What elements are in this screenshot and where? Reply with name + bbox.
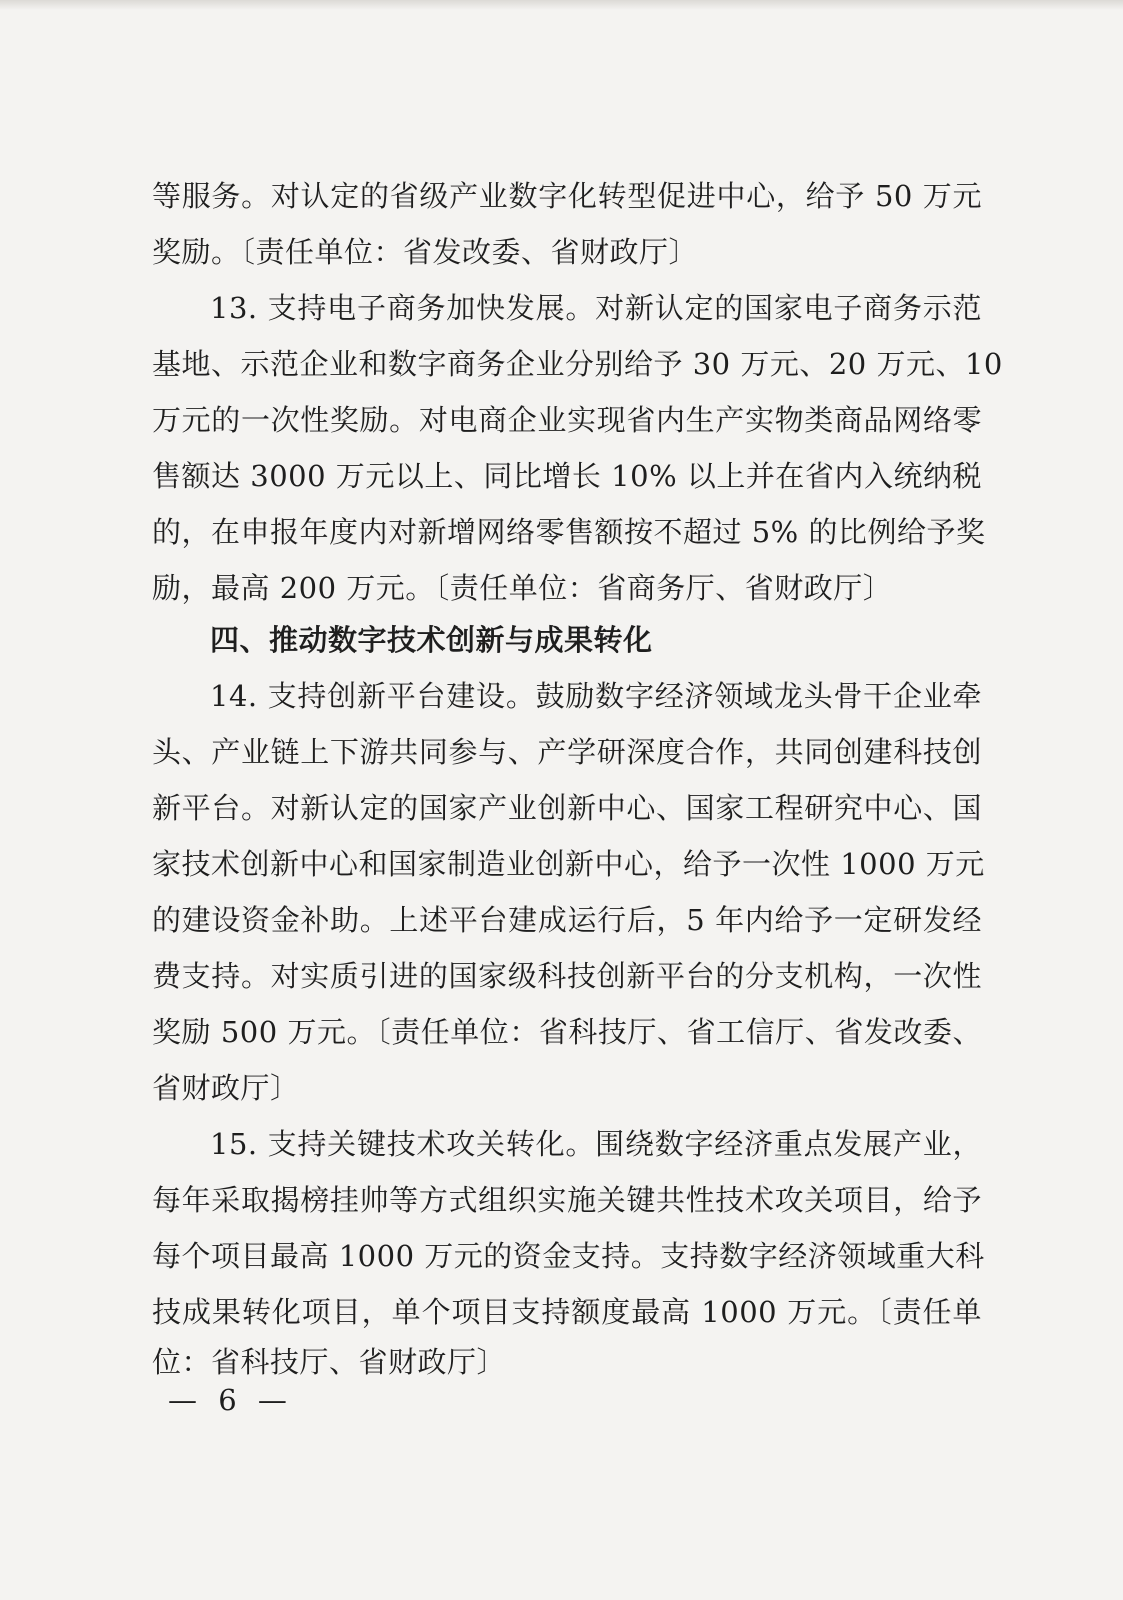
text-line: 新平台。对新认定的国家产业创新中心、国家工程研究中心、国 — [152, 791, 982, 825]
text-line: 的建设资金补助。上述平台建成运行后，5 年内给予一定研发经 — [152, 903, 982, 937]
text-line: 省财政厅〕 — [152, 1071, 300, 1105]
section-heading: 四、推动数字技术创新与成果转化 — [210, 623, 653, 657]
text-line: 头、产业链上下游共同参与、产学研深度合作，共同创建科技创 — [152, 735, 982, 769]
item-13-line: 13. 支持电子商务加快发展。对新认定的国家电子商务示范 — [210, 291, 982, 325]
text-line: 的，在申报年度内对新增网络零售额按不超过 5% 的比例给予奖 — [152, 515, 986, 549]
text-line: 等服务。对认定的省级产业数字化转型促进中心，给予 50 万元 — [152, 179, 982, 213]
text-line: 每年采取揭榜挂帅等方式组织实施关键共性技术攻关项目，给予 — [152, 1183, 982, 1217]
item-14-line: 14. 支持创新平台建设。鼓励数字经济领域龙头骨干企业牵 — [210, 679, 982, 713]
text-line: 位：省科技厅、省财政厅〕 — [152, 1345, 507, 1379]
text-line: 基地、示范企业和数字商务企业分别给予 30 万元、20 万元、10 — [152, 347, 1003, 381]
text-line: 万元的一次性奖励。对电商企业实现省内生产实物类商品网络零 — [152, 403, 982, 437]
text-line: 技成果转化项目，单个项目支持额度最高 1000 万元。〔责任单 — [152, 1295, 982, 1329]
text-line: 奖励 500 万元。〔责任单位：省科技厅、省工信厅、省发改委、 — [152, 1015, 982, 1049]
text-line: 奖励。〔责任单位：省发改委、省财政厅〕 — [152, 235, 699, 269]
page-number: — 6 — — [168, 1383, 293, 1417]
text-line: 励，最高 200 万元。〔责任单位：省商务厅、省财政厅〕 — [152, 571, 893, 605]
text-line: 费支持。对实质引进的国家级科技创新平台的分支机构，一次性 — [152, 959, 982, 993]
text-line: 家技术创新中心和国家制造业创新中心，给予一次性 1000 万元 — [152, 847, 985, 881]
item-15-line: 15. 支持关键技术攻关转化。围绕数字经济重点发展产业， — [210, 1127, 982, 1161]
scan-edge — [0, 0, 1123, 10]
text-line: 每个项目最高 1000 万元的资金支持。支持数字经济领域重大科 — [152, 1239, 985, 1273]
text-line: 售额达 3000 万元以上、同比增长 10% 以上并在省内入统纳税 — [152, 459, 982, 493]
